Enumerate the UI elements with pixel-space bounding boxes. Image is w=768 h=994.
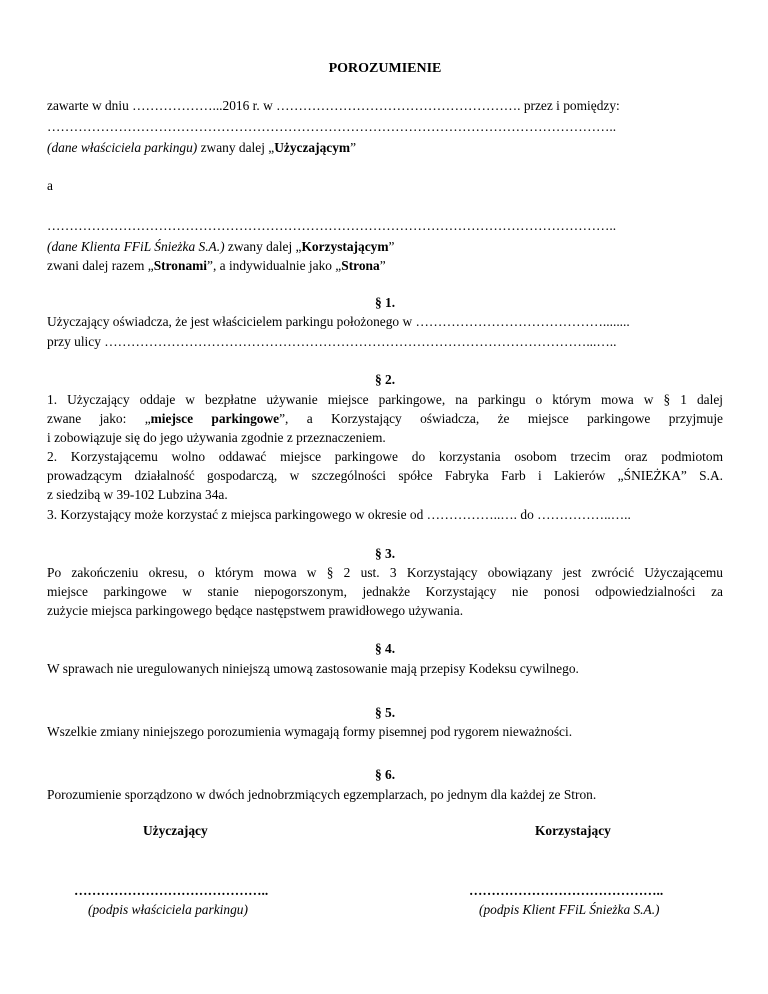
parking-spot-term: miejsce parkingowe	[150, 411, 280, 426]
party2-definition	[47, 238, 723, 256]
intro-line-date-place: zawarte w dniu ………………...2016 r. w ………………………………………………. przez i pomiędzy:	[47, 98, 620, 113]
section-2-line-1: 1. Użyczający oddaje w bezpłatne używanie miejsce parkingowe, na parkingu o którym mowa w § 1 dalej	[47, 392, 723, 407]
signature-left-line: ……………………………………..	[74, 883, 269, 898]
section-2-heading: § 2.	[374, 372, 396, 387]
party1-text: zwany dalej „	[197, 140, 275, 155]
dotted-line-party2: ………………………………………………………………………………………………………………..	[47, 218, 617, 233]
signature-right-caption: (podpis Klient FFiL Śnieżka S.A.)	[479, 902, 660, 917]
section-2-line-2-c: ”, a Korzystający oświadcza, że miejsce parkingowe przyjmuje	[279, 411, 723, 426]
section-2-line-4: 2. Korzystającemu wolno oddawać miejsce parkingowe do korzystania osobom trzecim oraz podmiotom	[47, 449, 723, 464]
single-name: Strona	[341, 258, 380, 273]
document-title: POROZUMIENIE	[328, 61, 442, 76]
parties-together-definition	[47, 257, 723, 275]
signature-left-caption: (podpis właściciela parkingu)	[88, 902, 248, 917]
together-name: Stronami	[153, 258, 208, 273]
dotted-line-party1: ………………………………………………………………………………………………………………..	[47, 119, 617, 134]
section-2-line-2	[47, 410, 723, 428]
party1-name: Użyczającym	[274, 140, 351, 155]
section-3-line-1: Po zakończeniu okresu, o którym mowa w § 2 ust. 3 Korzystający obowiązany jest zwrócić Użyczającemu	[47, 565, 723, 580]
signature-right-title: Korzystający	[535, 823, 611, 838]
conjunction-and: a	[47, 178, 53, 193]
section-5-line-1: Wszelkie zmiany niniejszego porozumienia wymagają formy pisemnej pod rygorem nieważności.	[47, 724, 573, 739]
section-2-line-6: z siedzibą w 39-102 Lubzina 34a.	[47, 487, 228, 502]
together-text-b: ”, a indywidualnie jako „	[207, 258, 342, 273]
section-1-line-2: przy ulicy ………………………………………………………………………………………………...…..	[47, 334, 617, 349]
section-2-line-3: i zobowiązuje się do jego używania zgodnie z przeznaczeniem.	[47, 430, 386, 445]
together-text-a: zwani dalej razem „	[47, 258, 154, 273]
party2-name: Korzystającym	[301, 239, 389, 254]
signature-right-line: ……………………………………..	[469, 883, 664, 898]
section-2-line-5: prowadzącym działalność gospodarczą, w szczególności spółce Fabryka Farb i Lakierów „ŚNIEŻKA” S.A.	[47, 468, 723, 483]
party1-quote-close: ”	[350, 140, 357, 155]
section-3-line-3: zużycie miejsca parkingowego będące następstwem prawidłowego używania.	[47, 603, 464, 618]
signature-left-title: Użyczający	[143, 823, 208, 838]
section-2-line-2-a: zwane jako: „	[47, 411, 151, 426]
section-4-heading: § 4.	[374, 641, 396, 656]
party1-label: (dane właściciela parkingu)	[47, 140, 198, 155]
section-3-line-2: miejsce parkingowe w stanie niepogorszonym, jednakże Korzystający nie ponosi odpowiedzialności za	[47, 584, 723, 599]
party2-quote-close: ”	[388, 239, 395, 254]
section-6-heading: § 6.	[374, 767, 396, 782]
section-3-heading: § 3.	[374, 546, 396, 561]
section-1-heading: § 1.	[374, 295, 396, 310]
section-5-heading: § 5.	[374, 705, 396, 720]
section-4-line-1: W sprawach nie uregulowanych niniejszą umową zastosowanie mają przepisy Kodeksu cywilnego.	[47, 661, 579, 676]
party1-definition	[47, 139, 723, 157]
section-2-line-7: 3. Korzystający może korzystać z miejsca parkingowego w okresie od ……………..…. do ……………..…..	[47, 507, 631, 522]
section-6-line-1: Porozumienie sporządzono w dwóch jednobrzmiących egzemplarzach, po jednym dla każdej ze Stron.	[47, 787, 597, 802]
party2-label: (dane Klienta FFiL Śnieżka S.A.)	[47, 239, 225, 254]
section-1-line-1: Użyczający oświadcza, że jest właścicielem parkingu położonego w ……………………………………........	[47, 314, 630, 329]
party2-text: zwany dalej „	[224, 239, 302, 254]
together-text-c: ”	[379, 258, 386, 273]
